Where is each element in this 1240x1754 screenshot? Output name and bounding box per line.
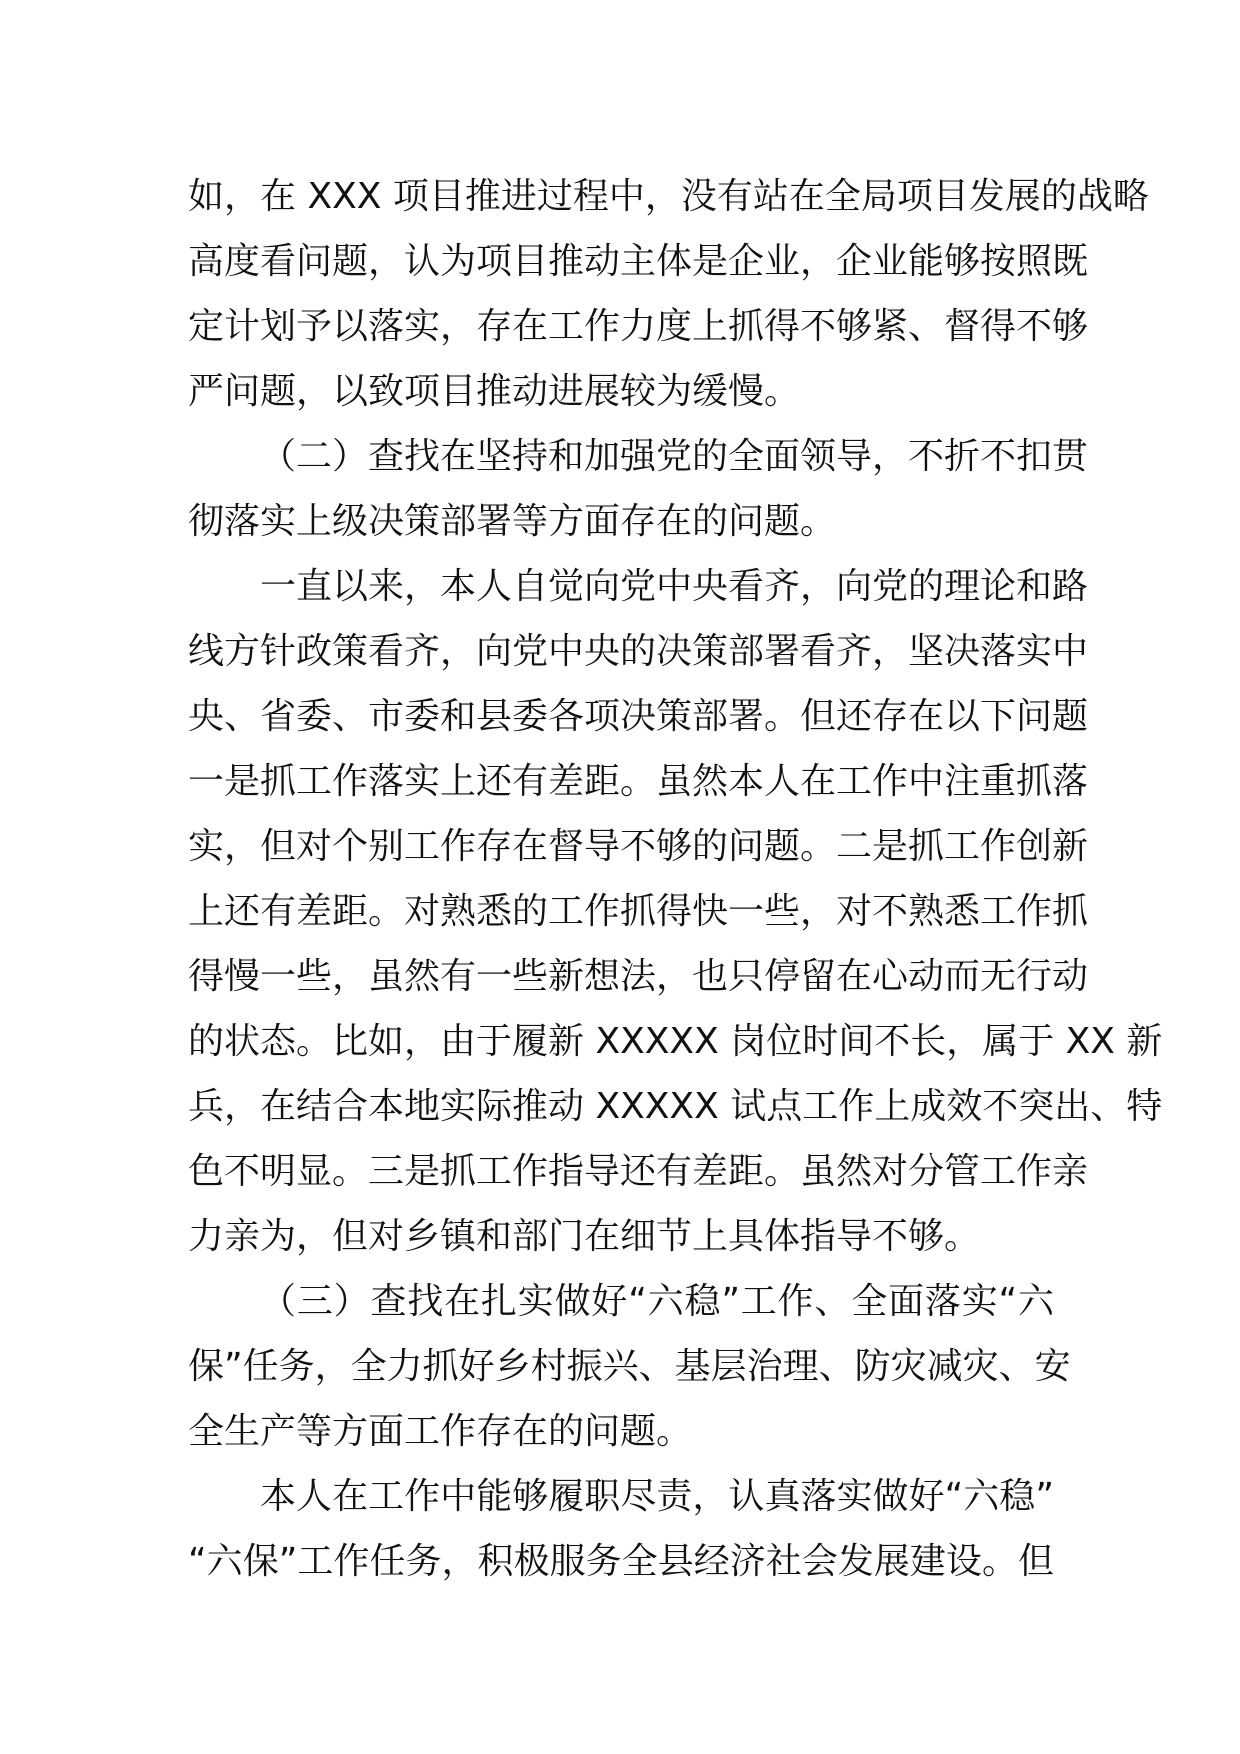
text-line: 一直以来，本人自觉向党中央看齐，向党的理论和路 — [260, 566, 1089, 607]
section-heading-line: 保”任务，全力抓好乡村振兴、基层治理、防灾减灾、安 — [188, 1346, 1071, 1387]
text-line: 兵，在结合本地实际推动 XXXXX 试点工作上成效不突出、特 — [188, 1086, 1163, 1127]
text-line: 央、省委、市委和县委各项决策部署。但还存在以下问题 — [188, 696, 1089, 737]
text-line: “六保”工作任务，积极服务全县经济社会发展建设。但 — [188, 1541, 1054, 1582]
text-line: 得慢一些，虽然有一些新想法，也只停留在心动而无行动 — [188, 956, 1089, 997]
text-line: 一是抓工作落实上还有差距。虽然本人在工作中注重抓落 — [188, 761, 1089, 802]
document-body — [188, 164, 1163, 1594]
text-line: 上还有差距。对熟悉的工作抓得快一些，对不熟悉工作抓 — [188, 891, 1089, 932]
text-line: 力亲为，但对乡镇和部门在细节上具体指导不够。 — [188, 1216, 981, 1257]
section-heading-line: （三）查找在扎实做好“六稳”工作、全面落实“六 — [260, 1281, 1054, 1322]
text-line: 本人在工作中能够履职尽责，认真落实做好“六稳” — [260, 1476, 1054, 1517]
section-heading-line: 彻落实上级决策部署等方面存在的问题。 — [188, 501, 837, 542]
section-heading-line: （二）查找在坚持和加强党的全面领导，不折不扣贯 — [260, 436, 1089, 477]
text-line: 高度看问题，认为项目推动主体是企业，企业能够按照既 — [188, 241, 1089, 282]
text-line: 线方针政策看齐，向党中央的决策部署看齐，坚决落实中 — [188, 631, 1089, 672]
text-line: 定计划予以落实，存在工作力度上抓得不够紧、督得不够 — [188, 306, 1089, 347]
text-line: 色不明显。三是抓工作指导还有差距。虽然对分管工作亲 — [188, 1151, 1089, 1192]
text-line: 严问题，以致项目推动进展较为缓慢。 — [188, 371, 801, 412]
text-line: 如，在 XXX 项目推进过程中，没有站在全局项目发展的战略 — [188, 176, 1149, 217]
section-heading-line: 全生产等方面工作存在的问题。 — [188, 1411, 693, 1452]
text-line: 实，但对个别工作存在督导不够的问题。二是抓工作创新 — [188, 826, 1089, 867]
text-line: 的状态。比如，由于履新 XXXXX 岗位时间不长，属于 XX 新 — [188, 1021, 1163, 1062]
